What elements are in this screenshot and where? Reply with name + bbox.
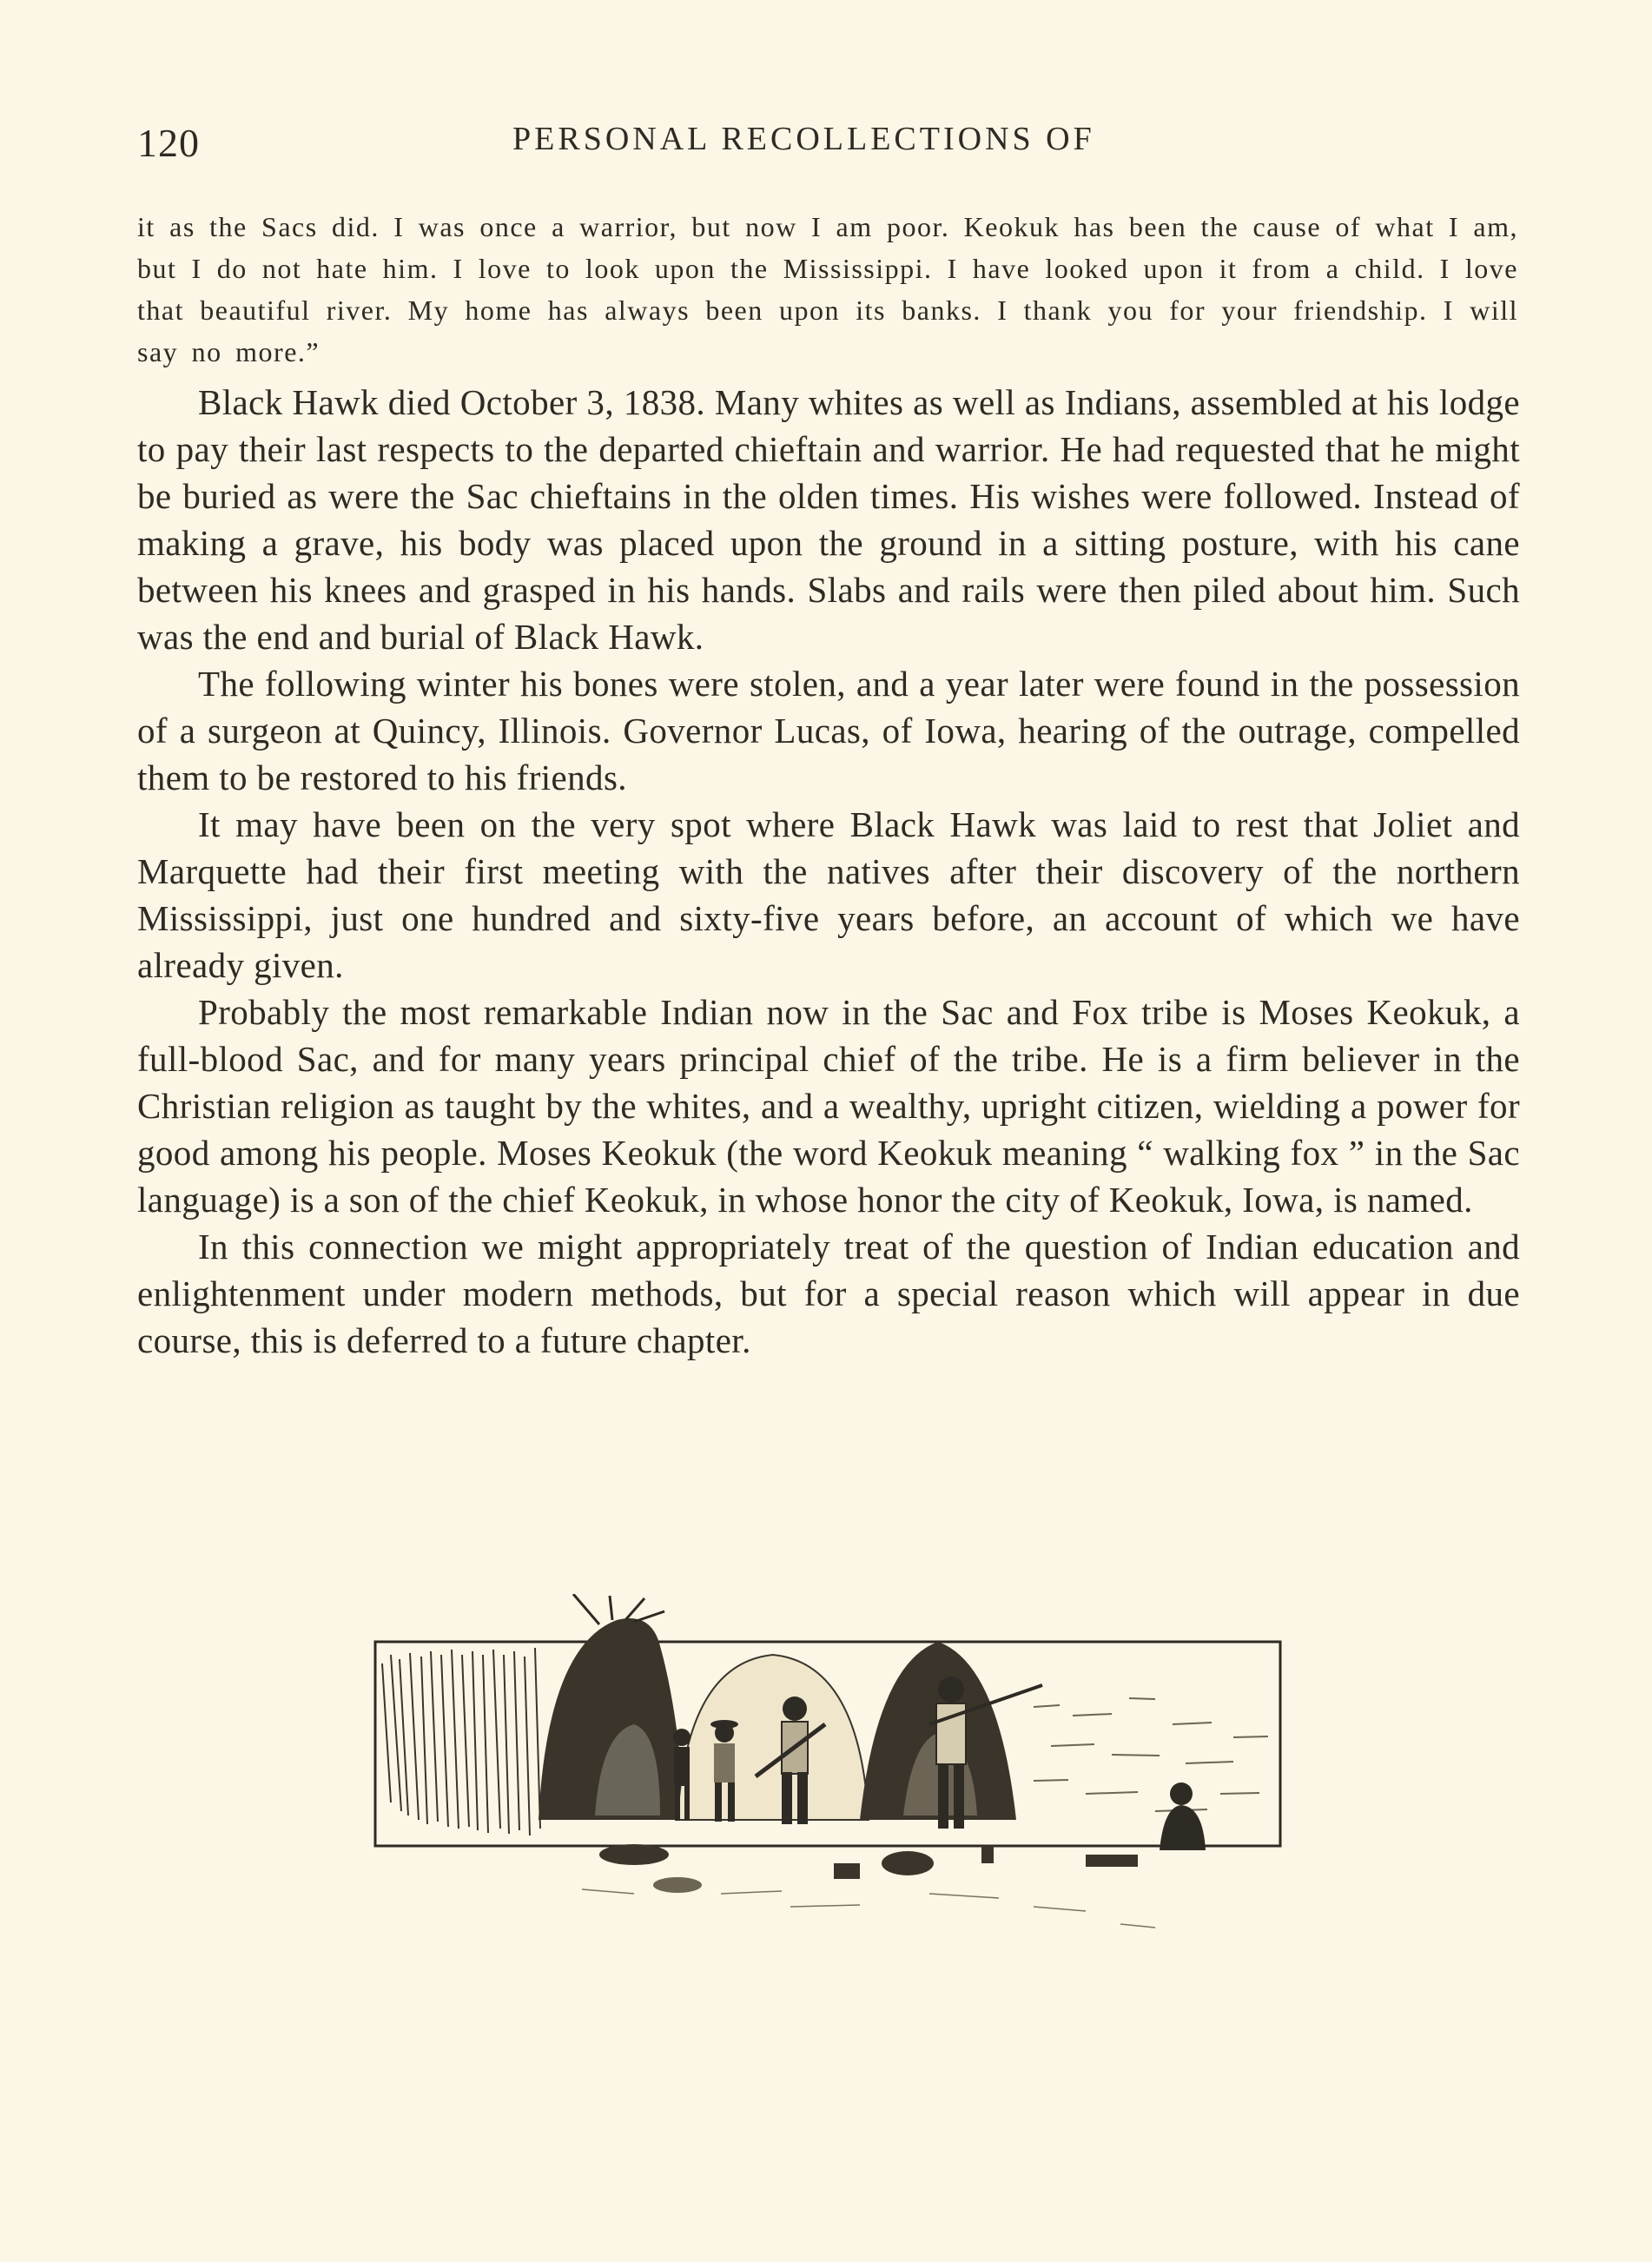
page-header	[130, 120, 1520, 172]
ground-scribbles	[582, 1889, 1155, 1928]
bark-lodge	[677, 1655, 869, 1820]
foreground-objects	[599, 1844, 1138, 1893]
paragraph-stolen-bones: The following winter his bones were stolen, and a year later were found in the possession of a surgeon at Quincy, Illinois. Governor Lucas, of Iowa, hearing of the outrage, compelled them to be restored to his friends.	[137, 664, 1520, 797]
paragraph-moses-keokuk: Probably the most remarkable Indian now in the Sac and Fox tribe is Moses Keokuk, a full-blood Sac, and for many years principal chief of the tribe. He is a firm believer in the Christian religion as taught by the whites, and a wealthy, upright citizen, wielding a power for good among his people. Moses Keokuk (the word Keokuk meaning “ walking fox ” in the Sac language) is a son of the chief Keokuk, in whose honor the city of Keokuk, Iowa, is named.	[137, 992, 1520, 1220]
body-text	[137, 379, 1520, 1364]
quoted-speech	[137, 206, 1518, 373]
left-wigwam	[539, 1594, 686, 1820]
camp-scene-illustration	[373, 1594, 1285, 1959]
page-number: 120	[137, 121, 200, 165]
quote-paragraph: it as the Sacs did. I was once a warrior, but now I am poor. Keokuk has been the cause of what I am, but I do not hate him. I love to look upon the Mississippi. I have looked upon it from a child. I love that beautiful river. My home has always been upon its banks. I thank you for your friendship. I will say no more.”	[137, 211, 1518, 367]
grass-hatching	[382, 1648, 540, 1835]
running-title: PERSONAL RECOLLECTIONS OF	[512, 121, 1095, 157]
paragraph-indian-education: In this connection we might appropriately treat of the question of Indian education and enlightenment under modern methods, but for a special reason which will appear in due course, this is deferred to a future chapter.	[137, 1227, 1520, 1360]
paragraph-death-of-black-hawk: Black Hawk died October 3, 1838. Many whites as well as Indians, assembled at his lodge to pay their last respects to the departed chieftain and warrior. He had requested that he might be buried as were the Sac chieftains in the olden times. His wishes were followed. Instead of making a grave, his body was placed upon the ground in a sitting posture, with his cane between his knees and grasped in his hands. Slabs and rails were then piled about him. Such was the end and burial of Black Hawk.	[137, 382, 1520, 657]
paragraph-joliet-marquette: It may have been on the very spot where Black Hawk was laid to rest that Joliet and Marquette had their first meeting with the natives after their discovery of the northern Mississippi, just one hundred and sixty-five years before, an account of which we have already given.	[137, 804, 1520, 985]
seated-figure	[1160, 1782, 1206, 1850]
plain-stipple	[1034, 1698, 1268, 1811]
